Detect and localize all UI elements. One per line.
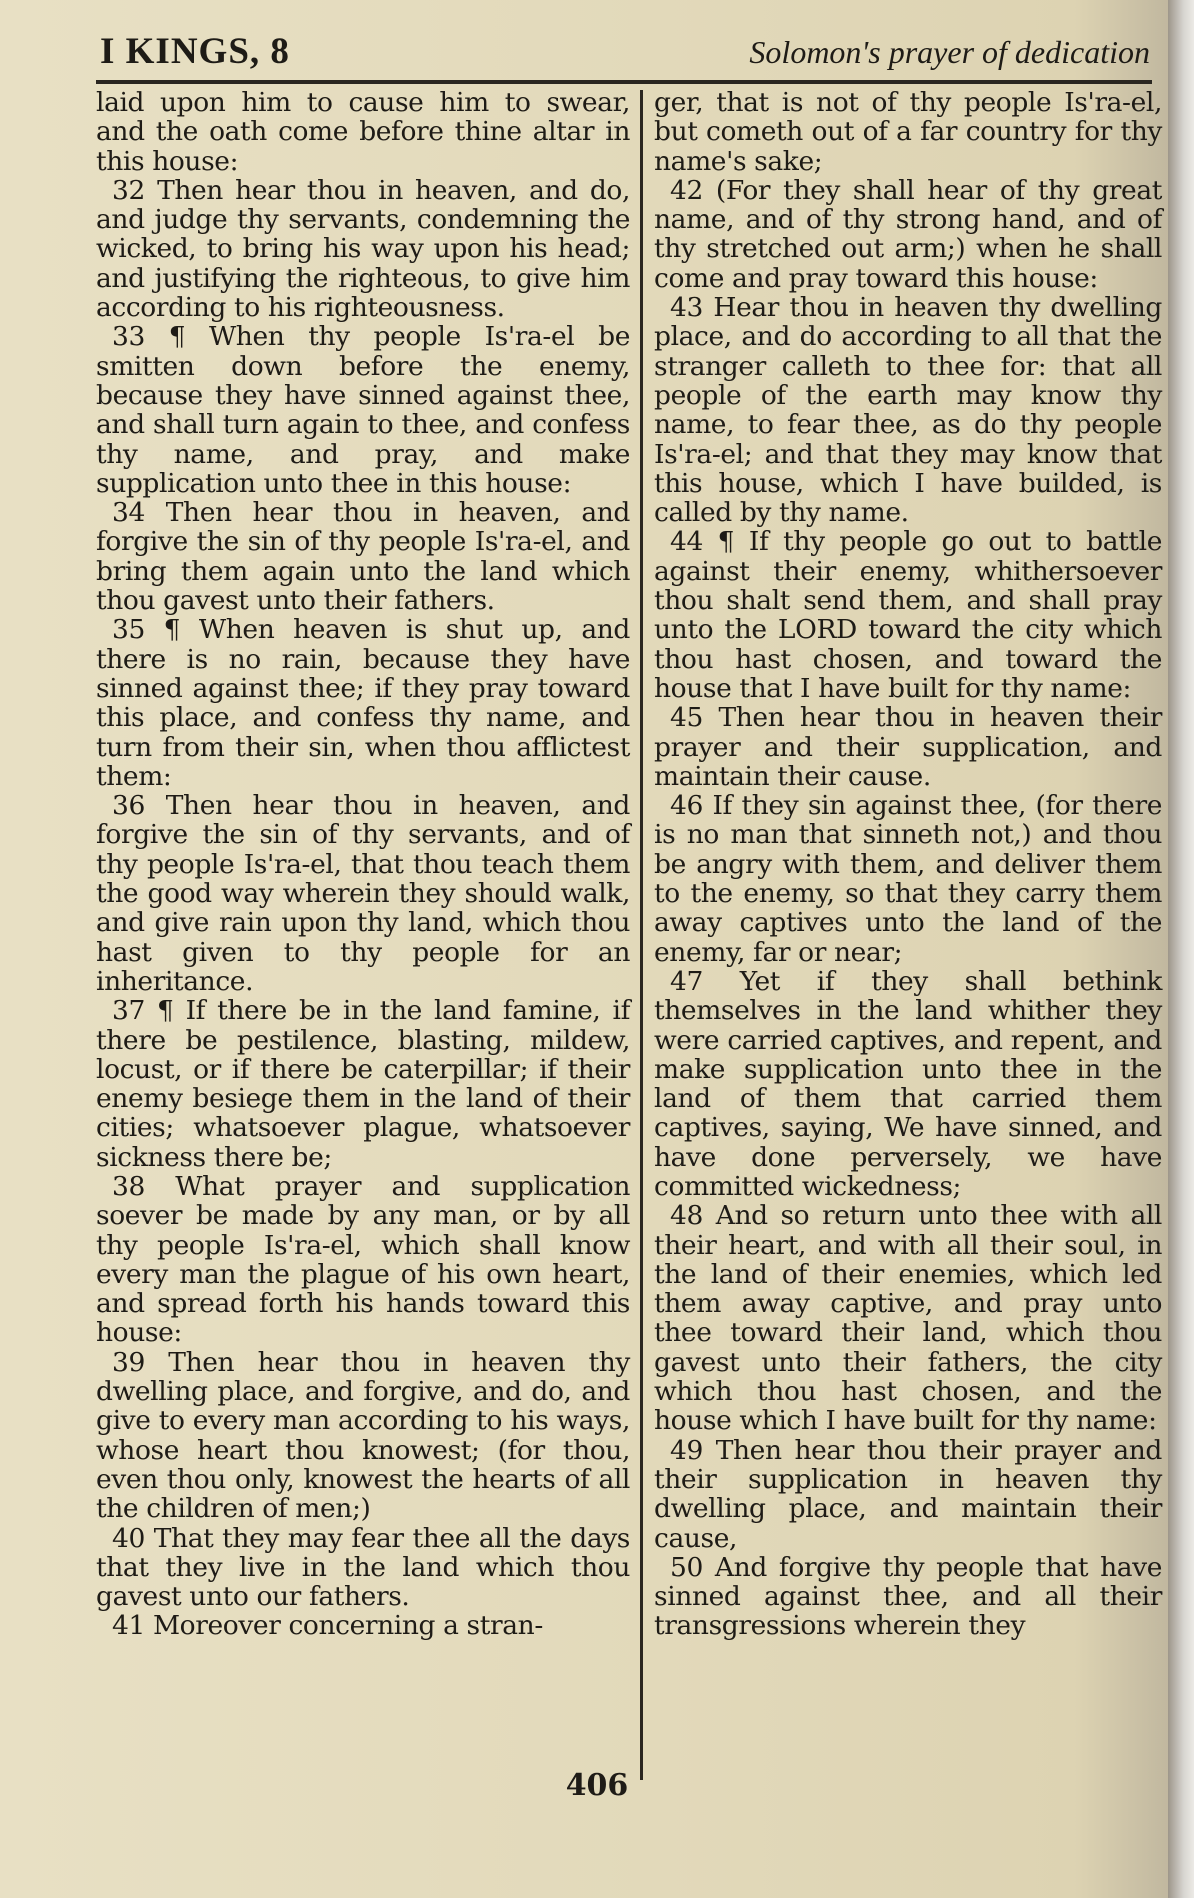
page-number: 406	[565, 1768, 629, 1803]
verse-35: 35 ¶ When heaven is shut up, and there is no rain, because they have sinned against thee; if they pray toward this place, and confess thy name, and turn from their sin, when thou afflictest them:	[96, 614, 630, 792]
running-header	[96, 26, 1152, 76]
verse-44: 44 ¶ If thy people go out to battle against their enemy, whithersoever thou shalt send them, and shall pray unto the LORD toward the city which thou hast chosen, and toward the house that I have built for thy name:	[654, 526, 1162, 704]
verse-47: 47 Yet if they shall bethink themselves in the land whither they were carried captives, and repent, and make supplication unto thee in the land of them that carried them captives, saying, We have sinned, and have done perversely, we have committed wickedness;	[654, 965, 1162, 1202]
verse-38: 38 What prayer and supplication soever be made by any man, or by all thy people Is'ra-el, which shall know every man the plague of his own heart, and spread forth his hands toward this house:	[96, 1170, 630, 1349]
verse-41: 41 Moreover concerning a stran-	[112, 1610, 543, 1642]
column-divider	[640, 90, 643, 1780]
verse-43: 43 Hear thou in heaven thy dwelling place, and do according to all that the stranger calleth to thee for: that all people of the earth may know thy name, to fear thee, as do thy people Is'ra-el; and that they may know that this house, which I have builded, is called by thy name.	[654, 292, 1162, 529]
verse-37: 37 ¶ If there be in the land famine, if there be pestilence, blasting, mildew, locust, or if there be caterpillar; if their enemy besiege them in the land of their cities; whatsoever plague, whatsoever sickness there be;	[96, 995, 630, 1173]
verse-34: 34 Then hear thou in heaven, and forgive the sin of thy people Is'ra-el, and bring them again unto the land which thou gavest unto their fathers.	[96, 497, 630, 617]
verse-48: 48 And so return unto thee with all their heart, and with all their soul, in the land of their enemies, which led them away captive, and pray unto thee toward their land, which thou gavest unto their fathers, the city which thou hast chosen, and the house which I have built for thy name:	[654, 1200, 1162, 1437]
verse-42: 42 (For they shall hear of thy great name, and of thy strong hand, and of thy stretched out arm;) when he shall come and pray toward this house:	[654, 174, 1162, 294]
left-column	[96, 88, 630, 1641]
verse-41-continued: ger, that is not of thy people Is'ra-el, but cometh out of a far country for thy name's sake;	[654, 87, 1162, 177]
header-rule	[96, 80, 1152, 84]
page-edge-shadow	[1168, 0, 1194, 1898]
verse-40: 40 That they may fear thee all the days that they live in the land which thou gavest unto our fathers.	[96, 1522, 630, 1613]
verse-49: 49 Then hear thou their prayer and their supplication in heaven thy dwelling place, and maintain their cause,	[654, 1434, 1162, 1554]
verse-33: 33 ¶ When thy people Is'ra-el be smitten down before the enemy, because they have sinned against thee, and shall turn again to thee, and confess thy name, and pray, and make supplication unto thee in this house:	[96, 321, 630, 499]
verse-46: 46 If they sin against thee, (for there is no man that sinneth not,) and thou be angry with them, and deliver them to the enemy, so that they carry them away captives unto the land of the enemy, far or near;	[654, 790, 1162, 968]
verse-50: 50 And forgive thy people that have sinned against thee, and all their transgressions wherein they	[654, 1551, 1162, 1642]
verse-text: laid upon him to cause him to swear, and the oath come before thine altar in this house:	[96, 87, 630, 177]
verse-39: 39 Then hear thou in heaven thy dwelling place, and forgive, and do, and give to every man according to his ways, whose heart thou knowest; (for thou, even thou only, knowest the hearts of all the children of men;)	[96, 1346, 630, 1525]
book-chapter-heading: I KINGS, 8	[100, 31, 290, 72]
right-column	[654, 88, 1162, 1641]
verse-45: 45 Then hear thou in heaven their prayer and their supplication, and maintain their cause.	[654, 702, 1162, 792]
section-topic-heading: Solomon's prayer of dedication	[749, 34, 1150, 70]
verse-36: 36 Then hear thou in heaven, and forgive the sin of thy servants, and of thy people Is'ra-el, that thou teach them the good way wherein they should walk, and give rain upon thy land, which thou hast given to thy people for an inheritance.	[96, 790, 630, 997]
verse-32: 32 Then hear thou in heaven, and do, and judge thy servants, condemning the wicked, to bring his way upon his head; and justifying the righteous, to give him according to his righteousness.	[96, 174, 630, 324]
